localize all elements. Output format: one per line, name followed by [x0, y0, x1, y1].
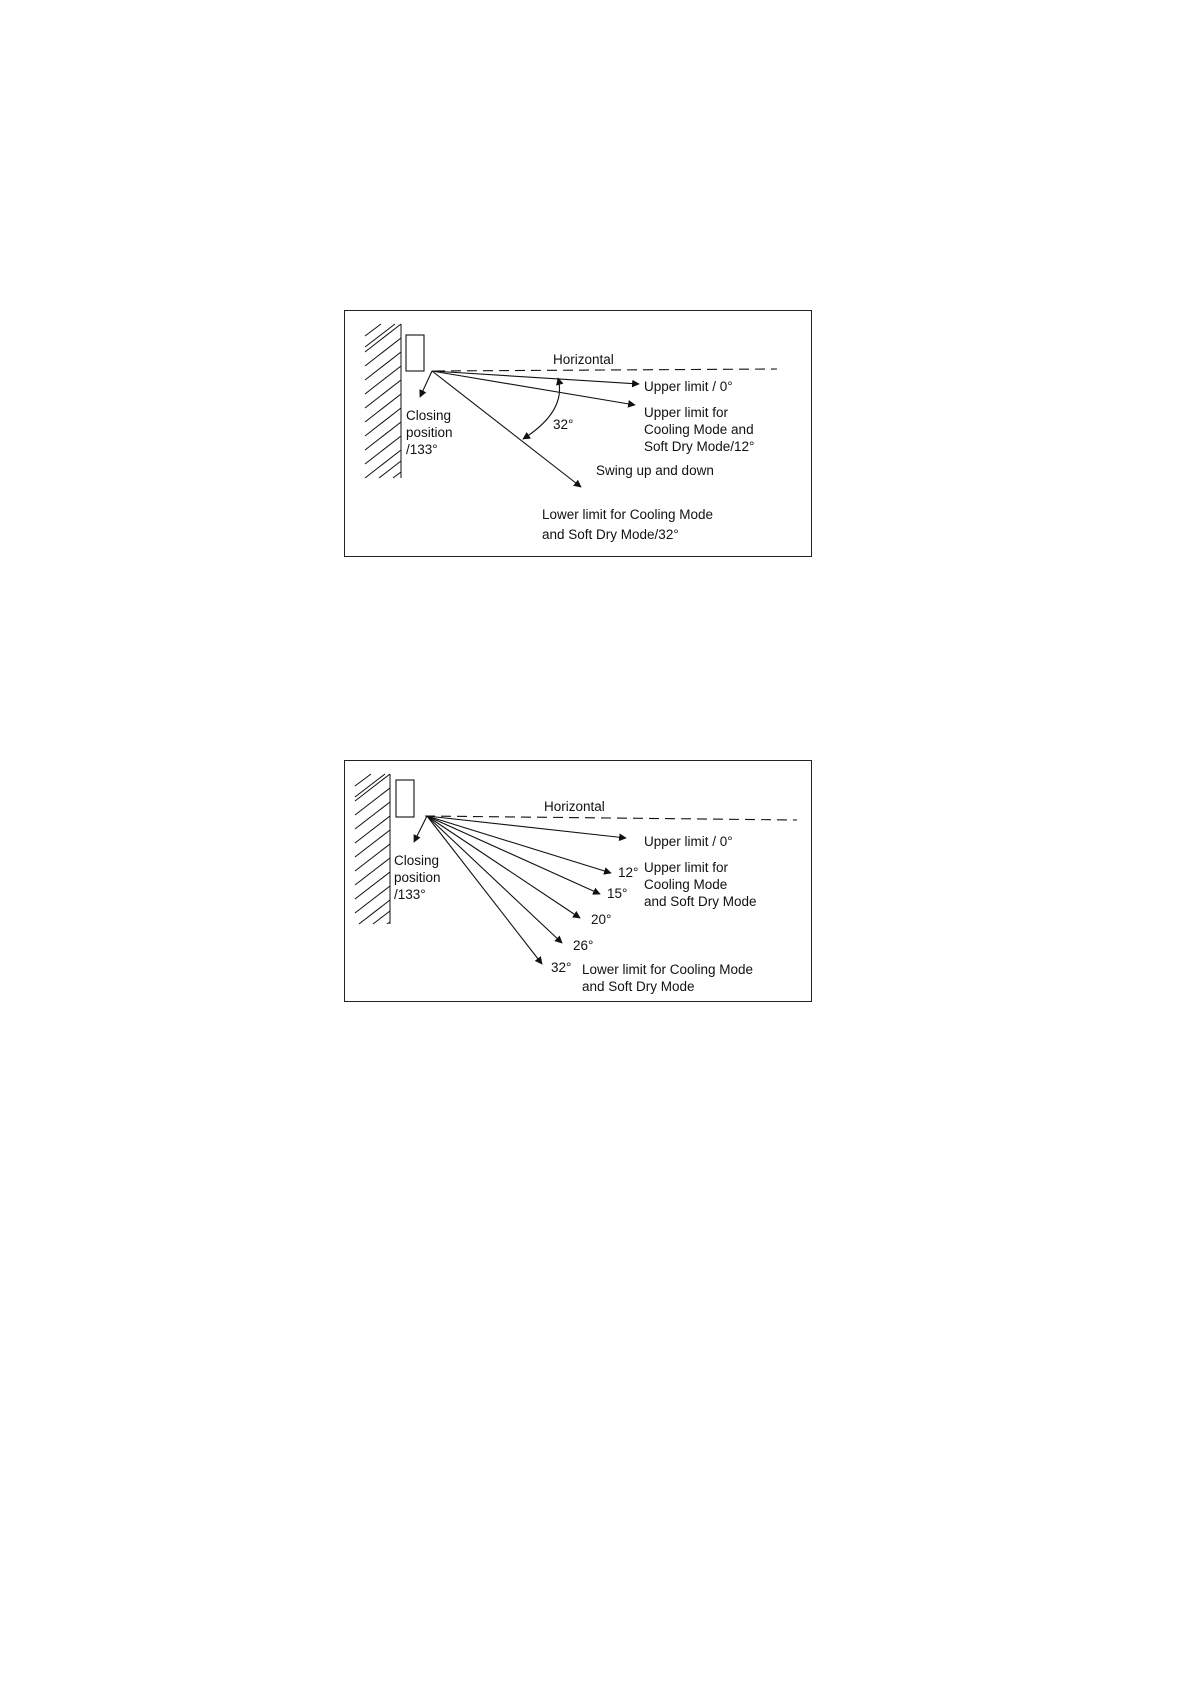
- label-upper-limit-cooling-line2: Cooling Mode: [644, 877, 728, 892]
- horizontal-reference-line: [435, 369, 777, 371]
- indoor-unit: [396, 780, 414, 817]
- arrow-upper-limit-12: [432, 371, 635, 405]
- label-upper-limit-cooling-line1: Upper limit for: [644, 405, 729, 420]
- label-horizontal: Horizontal: [553, 352, 614, 367]
- label-lower-limit: [542, 505, 713, 545]
- label-upper-limit-cooling: [644, 404, 754, 455]
- label-closing-line2: position: [394, 870, 441, 885]
- arrow-closing-position: [420, 371, 432, 397]
- arrow-upper-limit-0: [432, 371, 639, 384]
- wall-hatching: [365, 324, 401, 478]
- louver-swing-diagram-1: [344, 310, 812, 557]
- arrow-angle-12: [427, 816, 611, 873]
- label-closing-line1: Closing: [394, 853, 440, 868]
- label-lower-limit: [582, 961, 753, 995]
- label-closing-line2: position: [406, 425, 453, 440]
- label-upper-limit-cooling: [644, 859, 757, 910]
- label-upper-limit-cooling-line1: Upper limit for: [644, 860, 729, 875]
- label-lower-limit-line1: Lower limit for Cooling Mode: [542, 507, 714, 522]
- label-angle-12: 12°: [618, 865, 639, 880]
- arrow-angle-20: [427, 816, 580, 918]
- arrow-upper-limit-0: [427, 816, 626, 838]
- label-upper-limit-0: Upper limit / 0°: [644, 834, 733, 849]
- louver-swing-diagram-2: [344, 760, 812, 1002]
- label-upper-limit-0: Upper limit / 0°: [644, 379, 733, 394]
- indoor-unit: [406, 335, 424, 371]
- label-closing-position: [394, 852, 441, 903]
- label-angle-32: 32°: [551, 960, 572, 975]
- label-angle-32: 32°: [553, 417, 574, 432]
- wall-hatching: [355, 774, 390, 924]
- label-angle-26: 26°: [573, 938, 594, 953]
- arrow-angle-15: [427, 816, 600, 894]
- label-closing-line3: /133°: [406, 442, 438, 457]
- label-upper-limit-cooling-line3: Soft Dry Mode/12°: [644, 439, 755, 454]
- label-horizontal: Horizontal: [544, 799, 605, 814]
- label-lower-limit-line2: and Soft Dry Mode: [582, 979, 695, 994]
- label-upper-limit-cooling-line2: Cooling Mode and: [644, 422, 754, 437]
- label-lower-limit-line2: and Soft Dry Mode/32°: [542, 527, 679, 542]
- arrow-angle-32: [427, 816, 542, 964]
- label-upper-limit-cooling-line3: and Soft Dry Mode: [644, 894, 757, 909]
- label-lower-limit-line1: Lower limit for Cooling Mode: [582, 962, 754, 977]
- label-swing-up-down: Swing up and down: [596, 463, 714, 478]
- label-angle-15: 15°: [607, 886, 628, 901]
- arrow-closing-position: [414, 816, 427, 842]
- horizontal-reference-line: [425, 816, 797, 820]
- label-angle-20: 20°: [591, 912, 612, 927]
- arrow-angle-26: [427, 816, 562, 943]
- label-closing-line3: /133°: [394, 887, 426, 902]
- label-closing-line1: Closing: [406, 408, 452, 423]
- label-closing-position: [406, 407, 453, 458]
